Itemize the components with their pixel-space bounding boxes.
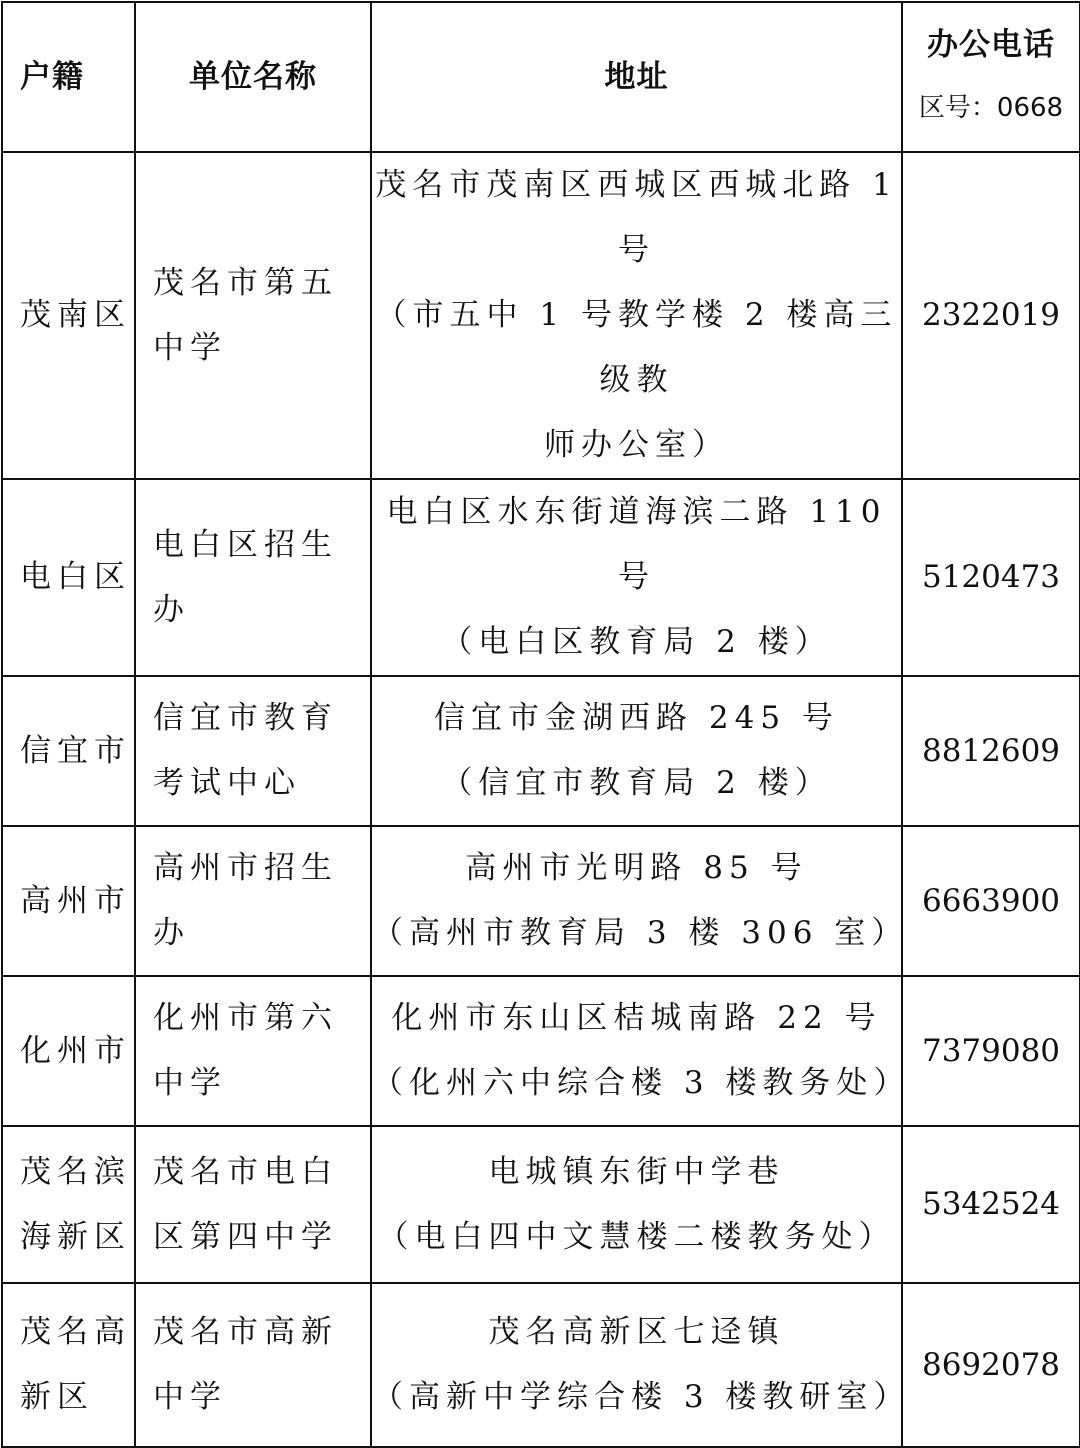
cell-address <box>371 1283 911 1447</box>
cell-unit: 信宜市教育考试中心 <box>135 676 371 826</box>
header-phone <box>902 2 1080 152</box>
address-line: 电白区水东街道海滨二路 110 号 <box>386 494 887 595</box>
header-area-code: 区号：0668 <box>918 93 1064 123</box>
cell-unit: 电白区招生办 <box>135 479 371 676</box>
address-line: （信宜市教育局 2 楼） <box>441 765 832 801</box>
cell-address <box>371 676 902 826</box>
header-row <box>2 2 1080 152</box>
cell-address <box>371 976 911 1126</box>
address-line: （化州六中综合楼 3 楼教务处） <box>372 1065 911 1101</box>
header-phone-title: 办公电话 <box>927 27 1055 63</box>
contact-table <box>1 1 1080 1448</box>
header-address: 地址 <box>371 2 902 152</box>
cell-phone: 5120473 <box>902 479 1080 676</box>
address-line: （高州市教育局 3 楼 306 室） <box>372 915 909 951</box>
table-row <box>2 479 1080 676</box>
cell-phone: 5342524 <box>902 1126 1080 1283</box>
cell-phone: 8692078 <box>902 1283 1080 1447</box>
address-line: 茂名高新区七迳镇 <box>488 1314 785 1350</box>
cell-huji: 茂名滨海新区 <box>2 1126 135 1283</box>
cell-address <box>371 479 902 676</box>
address-line: （电白区教育局 2 楼） <box>441 624 832 660</box>
table-row <box>2 676 1080 826</box>
table-row <box>2 1126 1080 1283</box>
address-line: 茂名市茂南区西城区西城北路 1 号 <box>375 167 898 268</box>
address-line: 高州市光明路 85 号 <box>465 850 808 886</box>
cell-unit: 化州市第六中学 <box>135 976 371 1126</box>
cell-phone: 6663900 <box>902 826 1080 976</box>
table-row <box>2 1283 1080 1447</box>
cell-address <box>371 826 909 976</box>
cell-huji: 高州市 <box>2 826 135 976</box>
cell-phone: 8812609 <box>902 676 1080 826</box>
cell-address <box>371 152 902 479</box>
cell-address <box>371 1126 902 1283</box>
cell-unit: 高州市招生办 <box>135 826 371 976</box>
cell-huji: 茂南区 <box>2 152 135 479</box>
cell-huji: 化州市 <box>2 976 135 1126</box>
address-line: 信宜市金湖西路 245 号 <box>434 700 839 736</box>
table-row <box>2 152 1080 479</box>
address-line: （市五中 1 号教学楼 2 楼高三级教 <box>375 297 898 398</box>
cell-unit: 茂名市电白区第四中学 <box>135 1126 371 1283</box>
address-line: （高新中学综合楼 3 楼教研室） <box>372 1379 911 1415</box>
address-line: 师办公室） <box>544 427 729 463</box>
table-row <box>2 976 1080 1126</box>
address-line: 化州市东山区桔城南路 22 号 <box>391 1000 882 1036</box>
cell-phone: 2322019 <box>902 152 1080 479</box>
cell-huji: 信宜市 <box>2 676 135 826</box>
cell-phone: 7379080 <box>902 976 1080 1126</box>
table-row <box>2 826 1080 976</box>
cell-unit: 茂名市高新中学 <box>135 1283 371 1447</box>
header-unit: 单位名称 <box>135 2 371 152</box>
cell-unit: 茂名市第五中学 <box>135 152 371 479</box>
cell-huji: 茂名高新区 <box>2 1283 135 1447</box>
address-line: 电城镇东街中学巷 <box>488 1153 785 1190</box>
address-line: （电白四中文慧楼二楼教务处） <box>377 1218 896 1255</box>
header-huji: 户籍 <box>2 2 135 152</box>
cell-huji: 电白区 <box>2 479 135 676</box>
